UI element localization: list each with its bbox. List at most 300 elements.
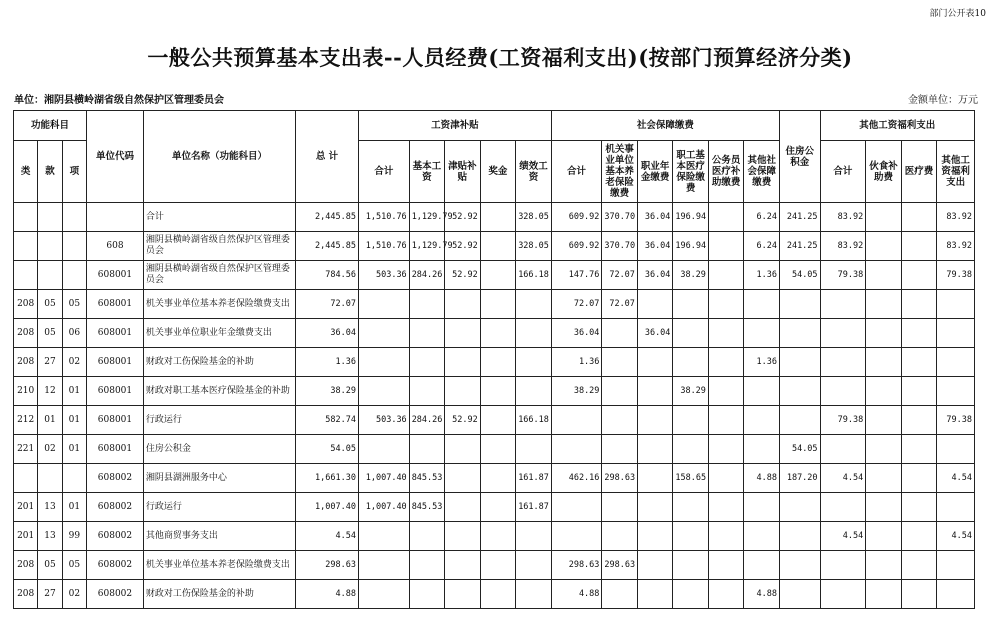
cell-lei	[14, 261, 38, 290]
amount-unit-label: 金额单位：万元	[908, 95, 978, 106]
cell-sal-basic	[409, 348, 445, 377]
cell-soc-medical	[673, 493, 709, 522]
cell-sal-sum	[358, 290, 409, 319]
cell-soc-sum: 609.92	[551, 203, 602, 232]
cell-unit-name: 湘阴县横岭湖省级自然保护区管理委员会	[143, 232, 295, 261]
cell-oth-sum	[820, 580, 866, 609]
cell-soc-medical: 158.65	[673, 464, 709, 493]
cell-sal-sum: 1,510.76	[358, 203, 409, 232]
cell-sal-basic	[409, 319, 445, 348]
cell-oth-meal	[866, 290, 902, 319]
cell-oth-med	[901, 290, 937, 319]
cell-soc-medical	[673, 406, 709, 435]
cell-sal-sum: 503.36	[358, 261, 409, 290]
cell-soc-civil	[708, 261, 744, 290]
cell-soc-pension	[602, 493, 638, 522]
cell-sal-allow	[445, 493, 481, 522]
cell-unit-code: 608001	[87, 319, 144, 348]
cell-oth-other: 83.92	[937, 232, 975, 261]
cell-oth-sum	[820, 377, 866, 406]
cell-oth-other: 79.38	[937, 261, 975, 290]
cell-soc-annuity	[637, 580, 673, 609]
table-row	[14, 435, 975, 464]
cell-soc-sum	[551, 493, 602, 522]
cell-oth-other	[937, 580, 975, 609]
cell-oth-meal	[866, 580, 902, 609]
cell-sal-bonus	[480, 232, 516, 261]
cell-soc-sum: 609.92	[551, 232, 602, 261]
table-row	[14, 493, 975, 522]
cell-housing: 241.25	[779, 203, 820, 232]
cell-soc-pension: 72.07	[602, 261, 638, 290]
cell-lei: 208	[14, 319, 38, 348]
cell-xiang: 02	[62, 348, 86, 377]
cell-sal-sum	[358, 522, 409, 551]
cell-soc-pension	[602, 522, 638, 551]
cell-oth-meal	[866, 493, 902, 522]
cell-oth-other	[937, 435, 975, 464]
table-row	[14, 348, 975, 377]
cell-sal-sum	[358, 377, 409, 406]
header-sal-allow: 津贴补贴	[445, 141, 481, 203]
cell-oth-meal	[866, 435, 902, 464]
cell-oth-med	[901, 493, 937, 522]
cell-sal-allow	[445, 435, 481, 464]
cell-kuan: 02	[38, 435, 62, 464]
cell-soc-pension	[602, 319, 638, 348]
header-sal-basic: 基本工资	[409, 141, 445, 203]
cell-housing	[779, 406, 820, 435]
header-social-group: 社会保障缴费	[551, 111, 779, 141]
cell-sal-basic	[409, 377, 445, 406]
cell-xiang: 99	[62, 522, 86, 551]
header-sal-perf: 绩效工资	[516, 141, 552, 203]
cell-unit-name: 湘阴县横岭湖省级自然保护区管理委员会	[143, 261, 295, 290]
cell-sal-bonus	[480, 580, 516, 609]
cell-oth-other	[937, 348, 975, 377]
cell-soc-sum: 4.88	[551, 580, 602, 609]
cell-sal-basic: 845.53	[409, 464, 445, 493]
cell-kuan: 05	[38, 551, 62, 580]
cell-soc-medical	[673, 551, 709, 580]
cell-lei: 208	[14, 348, 38, 377]
table-row	[14, 522, 975, 551]
cell-soc-sum: 72.07	[551, 290, 602, 319]
cell-sal-sum: 503.36	[358, 406, 409, 435]
cell-soc-civil	[708, 435, 744, 464]
cell-sal-basic: 284.26	[409, 406, 445, 435]
cell-unit-name: 湘阴县湖洲服务中心	[143, 464, 295, 493]
cell-soc-civil	[708, 348, 744, 377]
cell-oth-meal	[866, 232, 902, 261]
cell-sal-perf	[516, 435, 552, 464]
cell-sal-perf: 161.87	[516, 493, 552, 522]
unit-label: 单位：湘阴县横岭湖省级自然保护区管理委员会	[14, 95, 224, 106]
header-oth-sum: 合计	[820, 141, 866, 203]
cell-oth-sum: 79.38	[820, 406, 866, 435]
cell-soc-pension	[602, 377, 638, 406]
cell-sal-perf	[516, 377, 552, 406]
cell-oth-meal	[866, 406, 902, 435]
cell-lei: 210	[14, 377, 38, 406]
cell-kuan: 05	[38, 319, 62, 348]
cell-soc-medical: 38.29	[673, 261, 709, 290]
cell-soc-pension: 370.70	[602, 232, 638, 261]
cell-kuan: 13	[38, 522, 62, 551]
cell-soc-annuity	[637, 348, 673, 377]
cell-unit-name: 机关事业单位基本养老保险缴费支出	[143, 290, 295, 319]
header-soc-sum: 合计	[551, 141, 602, 203]
cell-soc-pension	[602, 348, 638, 377]
cell-sal-basic	[409, 551, 445, 580]
cell-xiang: 01	[62, 406, 86, 435]
table-row	[14, 203, 975, 232]
table-row	[14, 551, 975, 580]
cell-sal-bonus	[480, 435, 516, 464]
cell-oth-meal	[866, 261, 902, 290]
cell-housing: 54.05	[779, 261, 820, 290]
cell-sal-allow	[445, 464, 481, 493]
cell-soc-sum	[551, 406, 602, 435]
cell-sal-bonus	[480, 290, 516, 319]
header-unit-code: 单位代码	[87, 111, 144, 203]
cell-soc-annuity	[637, 551, 673, 580]
cell-sal-basic: 1,129.79	[409, 203, 445, 232]
header-unit-name: 单位名称（功能科目）	[143, 111, 295, 203]
cell-soc-civil	[708, 203, 744, 232]
cell-soc-annuity	[637, 464, 673, 493]
cell-sal-basic	[409, 435, 445, 464]
cell-kuan: 27	[38, 580, 62, 609]
cell-xiang	[62, 232, 86, 261]
cell-unit-code: 608001	[87, 435, 144, 464]
cell-unit-name: 财政对职工基本医疗保险基金的补助	[143, 377, 295, 406]
cell-unit-code: 608001	[87, 348, 144, 377]
cell-total: 38.29	[296, 377, 359, 406]
header-oth-other: 其他工资福利支出	[937, 141, 975, 203]
cell-soc-other: 4.88	[744, 464, 780, 493]
cell-soc-sum: 38.29	[551, 377, 602, 406]
cell-sal-allow: 52.92	[445, 203, 481, 232]
table-body	[14, 203, 975, 609]
cell-soc-civil	[708, 319, 744, 348]
cell-sal-perf	[516, 580, 552, 609]
cell-kuan: 05	[38, 290, 62, 319]
cell-soc-other	[744, 551, 780, 580]
cell-housing	[779, 493, 820, 522]
cell-sal-sum	[358, 580, 409, 609]
cell-lei: 212	[14, 406, 38, 435]
cell-sal-sum	[358, 348, 409, 377]
cell-oth-med	[901, 406, 937, 435]
cell-soc-medical	[673, 319, 709, 348]
header-soc-other: 其他社会保障缴费	[744, 141, 780, 203]
cell-sal-bonus	[480, 377, 516, 406]
table-row	[14, 377, 975, 406]
cell-unit-name: 合计	[143, 203, 295, 232]
cell-kuan	[38, 203, 62, 232]
cell-sal-allow: 52.92	[445, 406, 481, 435]
cell-kuan	[38, 261, 62, 290]
cell-soc-other: 6.24	[744, 203, 780, 232]
cell-soc-other	[744, 319, 780, 348]
cell-sal-perf	[516, 290, 552, 319]
cell-sal-allow	[445, 290, 481, 319]
cell-oth-sum	[820, 551, 866, 580]
cell-soc-pension	[602, 580, 638, 609]
cell-oth-med	[901, 319, 937, 348]
cell-oth-meal	[866, 348, 902, 377]
cell-total: 1,661.30	[296, 464, 359, 493]
cell-xiang	[62, 261, 86, 290]
cell-oth-other: 4.54	[937, 522, 975, 551]
cell-sal-bonus	[480, 464, 516, 493]
cell-sal-perf	[516, 522, 552, 551]
cell-soc-annuity	[637, 290, 673, 319]
cell-oth-meal	[866, 377, 902, 406]
cell-unit-name: 其他商贸事务支出	[143, 522, 295, 551]
cell-sal-sum	[358, 551, 409, 580]
cell-soc-pension: 72.07	[602, 290, 638, 319]
header-other-group: 其他工资福利支出	[820, 111, 974, 141]
cell-housing	[779, 522, 820, 551]
cell-soc-pension: 298.63	[602, 464, 638, 493]
cell-sal-allow	[445, 580, 481, 609]
cell-soc-annuity: 36.04	[637, 319, 673, 348]
budget-table	[13, 110, 975, 609]
header-oth-med: 医疗费	[901, 141, 937, 203]
cell-lei	[14, 203, 38, 232]
cell-kuan: 27	[38, 348, 62, 377]
cell-oth-med	[901, 580, 937, 609]
table-row	[14, 232, 975, 261]
header-soc-medical: 职工基本医疗保险缴费	[673, 141, 709, 203]
cell-oth-other	[937, 377, 975, 406]
cell-oth-meal	[866, 464, 902, 493]
cell-oth-meal	[866, 551, 902, 580]
cell-soc-other	[744, 290, 780, 319]
cell-soc-sum: 298.63	[551, 551, 602, 580]
cell-unit-code: 608002	[87, 493, 144, 522]
cell-sal-bonus	[480, 551, 516, 580]
cell-kuan: 12	[38, 377, 62, 406]
cell-unit-code: 608002	[87, 522, 144, 551]
cell-soc-other	[744, 493, 780, 522]
cell-kuan: 01	[38, 406, 62, 435]
cell-oth-other: 4.54	[937, 464, 975, 493]
cell-soc-civil	[708, 232, 744, 261]
cell-sal-basic: 284.26	[409, 261, 445, 290]
cell-unit-code: 608001	[87, 290, 144, 319]
cell-sal-bonus	[480, 319, 516, 348]
cell-kuan	[38, 232, 62, 261]
cell-sal-bonus	[480, 348, 516, 377]
cell-soc-pension	[602, 435, 638, 464]
cell-housing	[779, 377, 820, 406]
header-sal-sum: 合计	[358, 141, 409, 203]
cell-total: 2,445.85	[296, 232, 359, 261]
cell-soc-other	[744, 435, 780, 464]
cell-soc-medical	[673, 522, 709, 551]
cell-sal-perf: 161.87	[516, 464, 552, 493]
cell-unit-name: 住房公积金	[143, 435, 295, 464]
cell-total: 4.54	[296, 522, 359, 551]
cell-sal-perf	[516, 319, 552, 348]
cell-soc-other	[744, 522, 780, 551]
cell-oth-med	[901, 435, 937, 464]
cell-lei	[14, 232, 38, 261]
cell-soc-civil	[708, 290, 744, 319]
cell-xiang	[62, 203, 86, 232]
cell-soc-medical	[673, 348, 709, 377]
cell-sal-perf: 328.05	[516, 232, 552, 261]
header-kuan: 款	[38, 141, 62, 203]
cell-sal-bonus	[480, 493, 516, 522]
cell-soc-annuity	[637, 493, 673, 522]
cell-oth-sum	[820, 493, 866, 522]
cell-unit-code: 608001	[87, 377, 144, 406]
cell-soc-annuity	[637, 435, 673, 464]
cell-oth-sum: 83.92	[820, 203, 866, 232]
cell-unit-code	[87, 203, 144, 232]
cell-xiang: 01	[62, 493, 86, 522]
cell-sal-perf: 328.05	[516, 203, 552, 232]
cell-total: 4.88	[296, 580, 359, 609]
cell-total: 36.04	[296, 319, 359, 348]
cell-unit-name: 财政对工伤保险基金的补助	[143, 580, 295, 609]
cell-oth-other	[937, 551, 975, 580]
cell-lei: 201	[14, 522, 38, 551]
cell-housing	[779, 580, 820, 609]
cell-xiang	[62, 464, 86, 493]
header-oth-meal: 伙食补助费	[866, 141, 902, 203]
cell-sal-basic: 1,129.79	[409, 232, 445, 261]
cell-sal-bonus	[480, 406, 516, 435]
cell-unit-name: 机关事业单位基本养老保险缴费支出	[143, 551, 295, 580]
cell-oth-sum	[820, 348, 866, 377]
cell-total: 298.63	[296, 551, 359, 580]
cell-sal-sum: 1,007.40	[358, 464, 409, 493]
cell-unit-code: 608001	[87, 406, 144, 435]
cell-soc-annuity: 36.04	[637, 203, 673, 232]
cell-sal-allow	[445, 319, 481, 348]
cell-soc-annuity	[637, 406, 673, 435]
cell-xiang: 02	[62, 580, 86, 609]
cell-lei: 208	[14, 551, 38, 580]
cell-lei: 201	[14, 493, 38, 522]
cell-sal-allow	[445, 348, 481, 377]
cell-xiang: 05	[62, 290, 86, 319]
cell-soc-pension: 370.70	[602, 203, 638, 232]
cell-soc-sum	[551, 435, 602, 464]
cell-housing	[779, 290, 820, 319]
table-row	[14, 319, 975, 348]
cell-oth-other: 79.38	[937, 406, 975, 435]
cell-oth-sum	[820, 290, 866, 319]
header-xiang: 项	[62, 141, 86, 203]
cell-oth-sum: 4.54	[820, 522, 866, 551]
cell-unit-name: 行政运行	[143, 406, 295, 435]
cell-xiang: 05	[62, 551, 86, 580]
cell-soc-medical: 196.94	[673, 232, 709, 261]
cell-oth-sum: 79.38	[820, 261, 866, 290]
cell-soc-other	[744, 377, 780, 406]
cell-total: 784.56	[296, 261, 359, 290]
cell-soc-medical	[673, 435, 709, 464]
cell-total: 72.07	[296, 290, 359, 319]
cell-soc-other	[744, 406, 780, 435]
cell-sal-perf: 166.18	[516, 261, 552, 290]
cell-soc-civil	[708, 464, 744, 493]
cell-soc-sum: 147.76	[551, 261, 602, 290]
cell-soc-civil	[708, 580, 744, 609]
cell-sal-allow	[445, 377, 481, 406]
cell-total: 54.05	[296, 435, 359, 464]
cell-sal-basic	[409, 290, 445, 319]
cell-housing	[779, 348, 820, 377]
header-sal-bonus: 奖金	[480, 141, 516, 203]
table-row	[14, 406, 975, 435]
cell-unit-code: 608002	[87, 551, 144, 580]
cell-lei: 221	[14, 435, 38, 464]
cell-soc-civil	[708, 493, 744, 522]
cell-soc-civil	[708, 551, 744, 580]
table-row	[14, 261, 975, 290]
cell-housing: 54.05	[779, 435, 820, 464]
cell-lei: 208	[14, 290, 38, 319]
table-row	[14, 464, 975, 493]
cell-soc-other: 1.36	[744, 348, 780, 377]
cell-soc-civil	[708, 522, 744, 551]
cell-oth-med	[901, 377, 937, 406]
cell-oth-med	[901, 203, 937, 232]
cell-sal-sum	[358, 435, 409, 464]
cell-soc-civil	[708, 377, 744, 406]
cell-sal-sum	[358, 319, 409, 348]
cell-unit-code: 608001	[87, 261, 144, 290]
cell-soc-medical: 196.94	[673, 203, 709, 232]
cell-oth-other	[937, 493, 975, 522]
cell-oth-other	[937, 290, 975, 319]
cell-soc-annuity: 36.04	[637, 232, 673, 261]
cell-xiang: 01	[62, 377, 86, 406]
cell-sal-bonus	[480, 522, 516, 551]
cell-oth-med	[901, 261, 937, 290]
cell-total: 582.74	[296, 406, 359, 435]
cell-oth-med	[901, 348, 937, 377]
cell-sal-allow: 52.92	[445, 261, 481, 290]
cell-soc-other: 6.24	[744, 232, 780, 261]
cell-sal-perf	[516, 551, 552, 580]
cell-total: 2,445.85	[296, 203, 359, 232]
cell-total: 1,007.40	[296, 493, 359, 522]
cell-unit-name: 行政运行	[143, 493, 295, 522]
cell-oth-med	[901, 232, 937, 261]
cell-oth-sum: 4.54	[820, 464, 866, 493]
cell-kuan	[38, 464, 62, 493]
header-total: 总 计	[296, 111, 359, 203]
cell-soc-pension: 298.63	[602, 551, 638, 580]
table-number-label: 部门公开表10	[929, 9, 986, 19]
cell-soc-annuity	[637, 377, 673, 406]
cell-soc-sum: 462.16	[551, 464, 602, 493]
header-housing: 住房公积金	[779, 111, 820, 203]
cell-lei: 208	[14, 580, 38, 609]
cell-soc-medical	[673, 290, 709, 319]
cell-soc-sum: 36.04	[551, 319, 602, 348]
cell-oth-sum	[820, 319, 866, 348]
cell-oth-med	[901, 464, 937, 493]
